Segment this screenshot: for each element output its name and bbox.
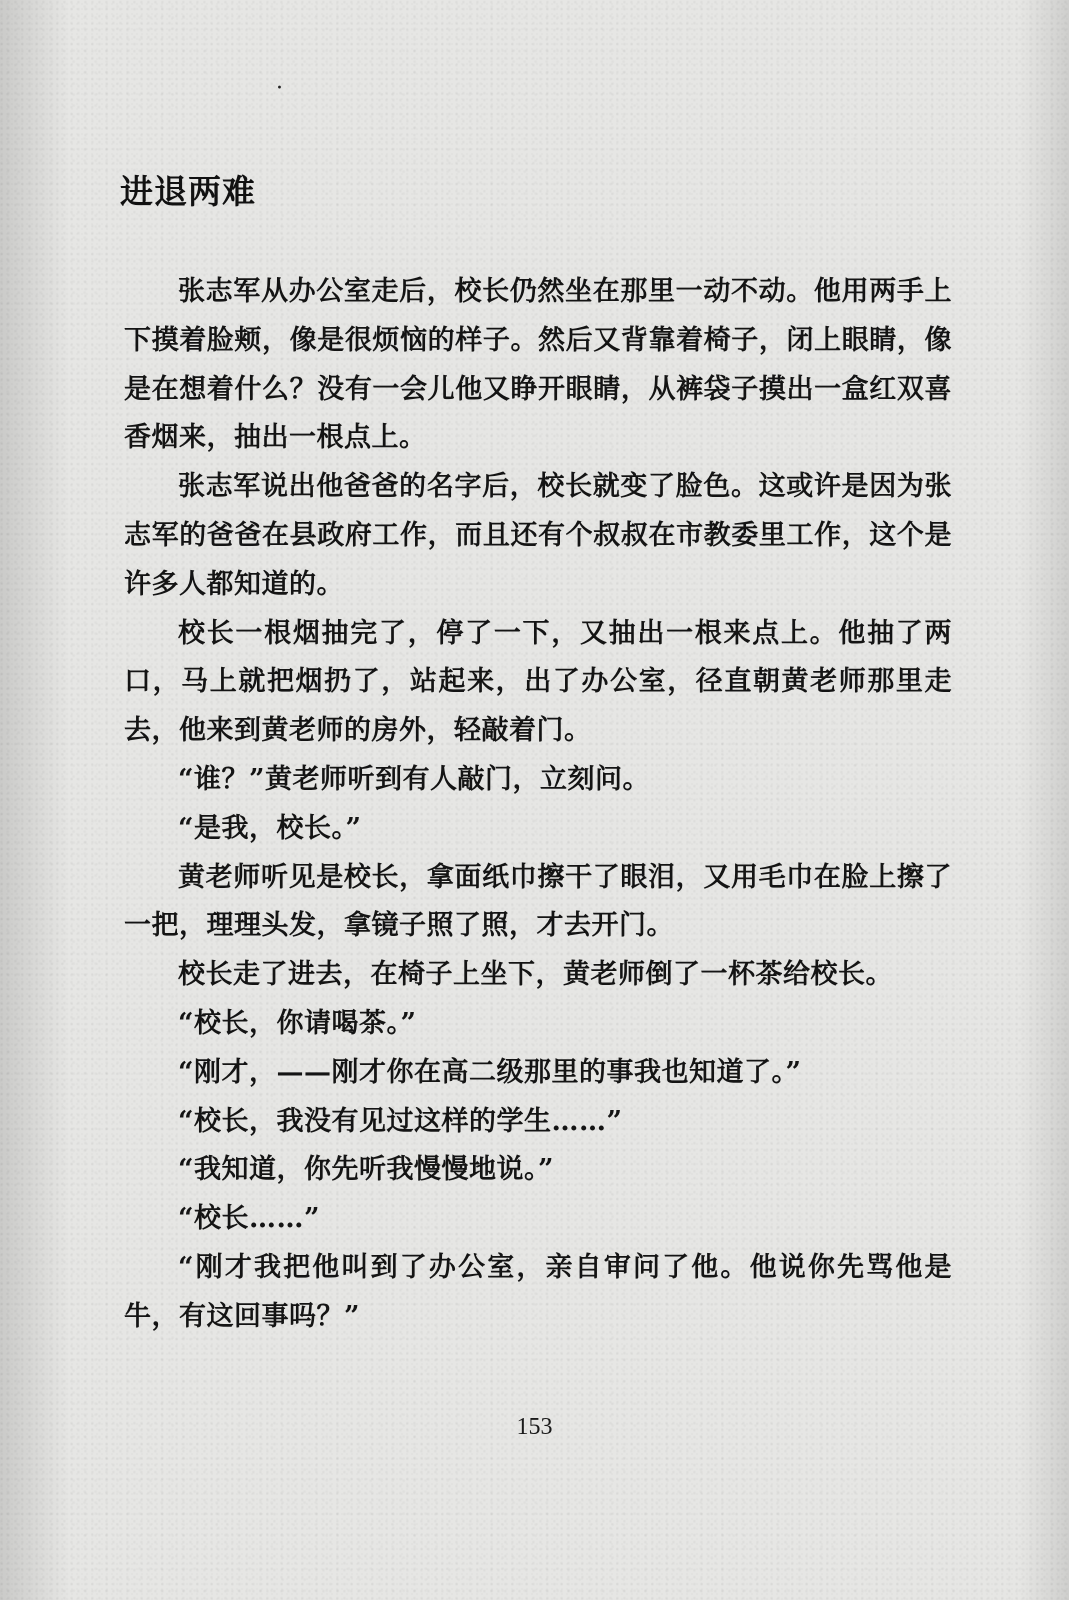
dialogue-line: “校长，你请喝茶。”: [178, 1007, 417, 1039]
dialogue-line: “校长，我没有见过这样的学生……”: [178, 1105, 623, 1137]
dialogue-line: “是我，校长。”: [178, 812, 362, 844]
dialogue-line: “刚才我把他叫到了办公室，亲自审问了他。他说你先骂他是牛，有这回事吗？”: [124, 1251, 952, 1332]
dialogue-line: “刚才，——刚才你在高二级那里的事我也知道了。”: [178, 1056, 802, 1088]
page-right-shadow: [1019, 0, 1069, 1600]
dialogue-line: “校长……”: [178, 1203, 321, 1235]
paragraph: 校长走了进去，在椅子上坐下，黄老师倒了一杯茶给校长。: [178, 959, 893, 991]
page-left-shadow: [0, 0, 70, 1600]
paragraph: 张志军从办公室走后，校长仍然坐在那里一动不动。他用两手上下摸着脸颊，像是很烦恼的样子。然后又背靠着椅子，闭上眼睛，像是在想着什么？没有一会儿他又睁开眼睛，从裤袋子摸出一盒红双喜香烟来，抽出一根点上。: [124, 276, 952, 454]
chapter-title: 进退两难: [120, 172, 256, 211]
paragraph: 黄老师听见是校长，拿面纸巾擦干了眼泪，又用毛巾在脸上擦了一把，理理头发，拿镜子照了照，才去开门。: [124, 861, 952, 942]
dialogue-line: “谁？”黄老师听到有人敲门，立刻问。: [178, 763, 651, 795]
page-number: 153: [516, 1414, 553, 1440]
ink-speck: ·: [276, 76, 283, 101]
dialogue-line: “我知道，你先听我慢慢地说。”: [178, 1154, 555, 1186]
paragraph: 张志军说出他爸爸的名字后，校长就变了脸色。这或许是因为张志军的爸爸在县政府工作，而且还有个叔叔在市教委里工作，这个是许多人都知道的。: [124, 471, 952, 600]
paragraph: 校长一根烟抽完了，停了一下，又抽出一根来点上。他抽了两口，马上就把烟扔了，站起来，出了办公室，径直朝黄老师那里走去，他来到黄老师的房外，轻敲着门。: [124, 617, 952, 747]
chapter-body: [124, 268, 952, 1342]
